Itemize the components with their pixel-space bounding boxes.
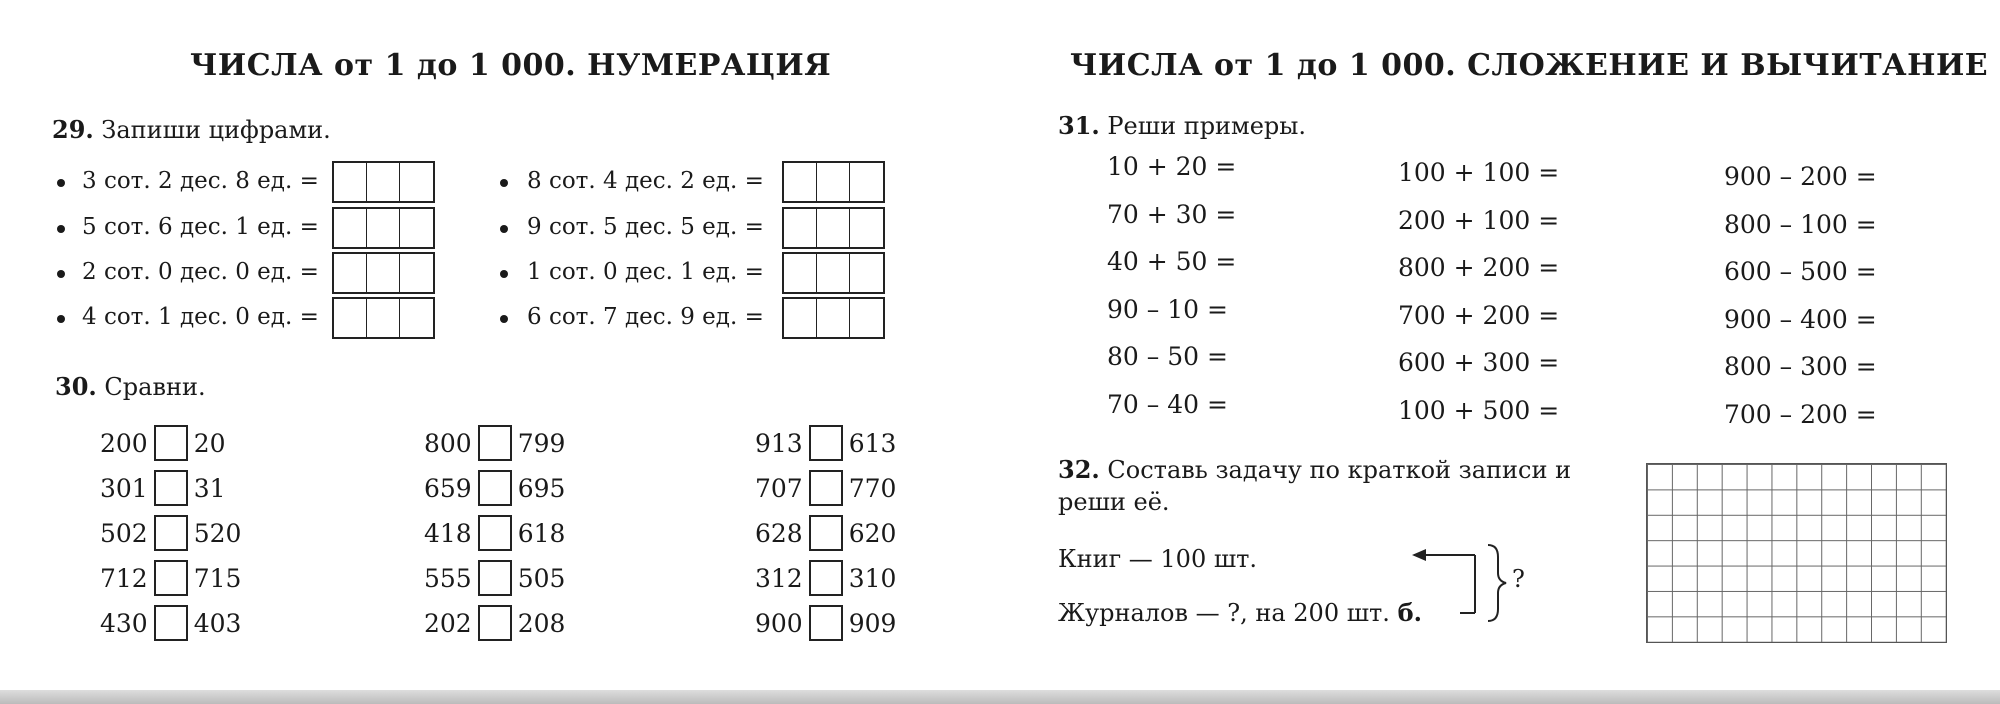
digit-boxes[interactable] <box>332 207 435 249</box>
magazines-record <box>1058 598 1422 627</box>
bullet <box>500 270 508 278</box>
example: 900 – 400 = <box>1724 304 1877 334</box>
compare-left-number: 628 <box>755 518 803 548</box>
compare-sign-box[interactable] <box>478 560 512 596</box>
bullet <box>57 270 65 278</box>
task-31-heading <box>1058 111 1306 140</box>
example: 90 – 10 = <box>1107 294 1228 324</box>
digit-cell[interactable] <box>850 299 883 337</box>
compare-left-number: 712 <box>100 563 148 593</box>
example: 100 + 100 = <box>1398 158 1560 187</box>
task-29-item: 3 сот. 2 дес. 8 ед. = <box>82 168 319 194</box>
compare-sign-box[interactable] <box>154 470 188 506</box>
magazines-bold-suffix: б. <box>1397 598 1422 627</box>
task-29-item: 5 сот. 6 дес. 1 ед. = <box>82 214 319 240</box>
bullet <box>57 179 65 187</box>
digit-boxes[interactable] <box>782 252 885 294</box>
page-bottom-edge <box>0 690 2000 704</box>
digit-cell[interactable] <box>850 163 883 201</box>
compare-left-number: 707 <box>755 473 803 503</box>
example: 700 – 200 = <box>1724 399 1877 429</box>
compare-sign-box[interactable] <box>809 425 843 461</box>
example: 800 – 300 = <box>1724 352 1877 381</box>
compare-row <box>424 425 565 461</box>
digit-cell[interactable] <box>817 209 850 247</box>
compare-right-number: 208 <box>517 608 566 638</box>
compare-sign-box[interactable] <box>809 560 843 596</box>
compare-row <box>755 605 896 641</box>
example: 800 – 100 = <box>1724 209 1877 239</box>
compare-row <box>755 515 896 551</box>
task-29-item: 8 сот. 4 дес. 2 ед. = <box>527 168 764 194</box>
compare-row <box>424 605 565 641</box>
example: 600 + 300 = <box>1398 348 1560 377</box>
digit-boxes[interactable] <box>332 161 435 203</box>
digit-cell[interactable] <box>334 163 367 201</box>
compare-row <box>755 470 896 506</box>
example: 600 – 500 = <box>1724 257 1877 286</box>
compare-right-number: 909 <box>848 608 897 638</box>
compare-row <box>100 560 241 596</box>
compare-left-number: 301 <box>100 473 148 503</box>
digit-cell[interactable] <box>784 209 817 247</box>
task-32-number: 32. <box>1058 455 1100 484</box>
compare-left-number: 502 <box>100 518 148 548</box>
compare-right-number: 695 <box>517 473 566 503</box>
compare-right-number: 770 <box>848 473 897 503</box>
compare-left-number: 202 <box>424 608 472 638</box>
question-mark: ? <box>1512 565 1525 593</box>
example: 70 – 40 = <box>1107 389 1228 419</box>
compare-left-number: 418 <box>424 518 472 548</box>
compare-row <box>424 515 565 551</box>
digit-cell[interactable] <box>850 209 883 247</box>
example: 200 + 100 = <box>1398 205 1560 235</box>
digit-cell[interactable] <box>784 254 817 292</box>
digit-cell[interactable] <box>400 163 433 201</box>
digit-cell[interactable] <box>334 209 367 247</box>
digit-cell[interactable] <box>817 299 850 337</box>
compare-sign-box[interactable] <box>478 605 512 641</box>
compare-right-number: 715 <box>193 563 242 593</box>
bullet <box>57 225 65 233</box>
example: 70 + 30 = <box>1107 199 1237 229</box>
compare-left-number: 913 <box>755 428 803 458</box>
compare-left-number: 800 <box>424 428 472 458</box>
compare-row <box>100 605 241 641</box>
digit-cell[interactable] <box>784 163 817 201</box>
digit-cell[interactable] <box>400 299 433 337</box>
compare-sign-box[interactable] <box>809 470 843 506</box>
digit-cell[interactable] <box>334 254 367 292</box>
compare-left-number: 200 <box>100 428 148 458</box>
example: 900 – 200 = <box>1724 162 1877 191</box>
compare-row <box>100 425 226 461</box>
task-29-number: 29. <box>52 115 94 144</box>
compare-right-number: 31 <box>193 473 226 503</box>
task-30-text: Сравни. <box>104 373 206 401</box>
task-32-heading <box>1058 455 1571 484</box>
compare-row <box>100 470 226 506</box>
compare-sign-box[interactable] <box>478 425 512 461</box>
task-32-line1: Составь задачу по краткой записи и <box>1107 456 1572 484</box>
task-31-text: Реши примеры. <box>1107 112 1307 140</box>
digit-cell[interactable] <box>400 209 433 247</box>
answer-grid[interactable] <box>1646 463 1947 643</box>
bullet <box>500 315 508 323</box>
task-29-item: 1 сот. 0 дес. 1 ед. = <box>527 259 764 285</box>
example: 80 – 50 = <box>1107 342 1228 371</box>
compare-left-number: 659 <box>424 473 472 503</box>
task-29-heading <box>52 115 331 144</box>
task-30-heading <box>55 372 206 401</box>
example: 100 + 500 = <box>1398 395 1560 425</box>
compare-right-number: 613 <box>848 428 897 458</box>
compare-left-number: 430 <box>100 608 148 638</box>
task-29-item: 2 сот. 0 дес. 0 ед. = <box>82 259 319 285</box>
digit-cell[interactable] <box>367 163 400 201</box>
compare-sign-box[interactable] <box>809 515 843 551</box>
compare-row <box>755 425 896 461</box>
compare-sign-box[interactable] <box>154 560 188 596</box>
bullet <box>57 315 65 323</box>
compare-right-number: 403 <box>193 608 242 638</box>
bullet <box>500 179 508 187</box>
task-30-number: 30. <box>55 372 97 401</box>
digit-cell[interactable] <box>817 163 850 201</box>
task-29-item: 4 сот. 1 дес. 0 ед. = <box>82 304 319 330</box>
compare-sign-box[interactable] <box>478 470 512 506</box>
compare-right-number: 618 <box>517 518 566 548</box>
compare-sign-box[interactable] <box>809 605 843 641</box>
compare-left-number: 555 <box>424 563 472 593</box>
task-31-number: 31. <box>1058 111 1100 140</box>
compare-sign-box[interactable] <box>154 605 188 641</box>
task-29-item: 9 сот. 5 дес. 5 ед. = <box>527 214 764 240</box>
magazines-text: Журналов — ?, на 200 шт. <box>1058 599 1390 627</box>
digit-cell[interactable] <box>784 299 817 337</box>
example: 800 + 200 = <box>1398 253 1560 282</box>
digit-cell[interactable] <box>850 254 883 292</box>
books-record: Книг — 100 шт. <box>1058 545 1258 573</box>
compare-row <box>424 470 565 506</box>
digit-cell[interactable] <box>334 299 367 337</box>
example: 40 + 50 = <box>1107 247 1237 276</box>
digit-cell[interactable] <box>367 254 400 292</box>
task-32-line2: реши её. <box>1058 488 1170 516</box>
digit-boxes[interactable] <box>782 207 885 249</box>
compare-right-number: 520 <box>193 518 242 548</box>
compare-left-number: 900 <box>755 608 803 638</box>
compare-left-number: 312 <box>755 563 803 593</box>
digit-boxes[interactable] <box>332 252 435 294</box>
digit-cell[interactable] <box>400 254 433 292</box>
task-29-item: 6 сот. 7 дес. 9 ед. = <box>527 304 764 330</box>
digit-boxes[interactable] <box>782 161 885 203</box>
compare-row <box>755 560 896 596</box>
example: 10 + 20 = <box>1107 152 1237 181</box>
compare-sign-box[interactable] <box>154 515 188 551</box>
task-29-text: Запиши цифрами. <box>101 116 331 144</box>
compare-sign-box[interactable] <box>154 425 188 461</box>
bullet <box>500 225 508 233</box>
compare-sign-box[interactable] <box>478 515 512 551</box>
example: 700 + 200 = <box>1398 300 1560 330</box>
compare-right-number: 310 <box>848 563 897 593</box>
compare-right-number: 505 <box>517 563 566 593</box>
compare-row <box>424 560 565 596</box>
digit-boxes[interactable] <box>332 297 435 339</box>
short-record-diagram <box>1397 535 1520 627</box>
compare-right-number: 620 <box>848 518 897 548</box>
compare-right-number: 799 <box>517 428 566 458</box>
left-page-title: ЧИСЛА от 1 до 1 000. НУМЕРАЦИЯ <box>190 48 832 83</box>
digit-cell[interactable] <box>817 254 850 292</box>
compare-right-number: 20 <box>193 428 226 458</box>
compare-row <box>100 515 241 551</box>
arrow-left-icon <box>1412 549 1475 613</box>
right-page-title: ЧИСЛА от 1 до 1 000. СЛОЖЕНИЕ И ВЫЧИТАНИЕ <box>1070 48 1989 83</box>
digit-boxes[interactable] <box>782 297 885 339</box>
digit-cell[interactable] <box>367 209 400 247</box>
curly-brace-icon <box>1488 545 1506 621</box>
digit-cell[interactable] <box>367 299 400 337</box>
